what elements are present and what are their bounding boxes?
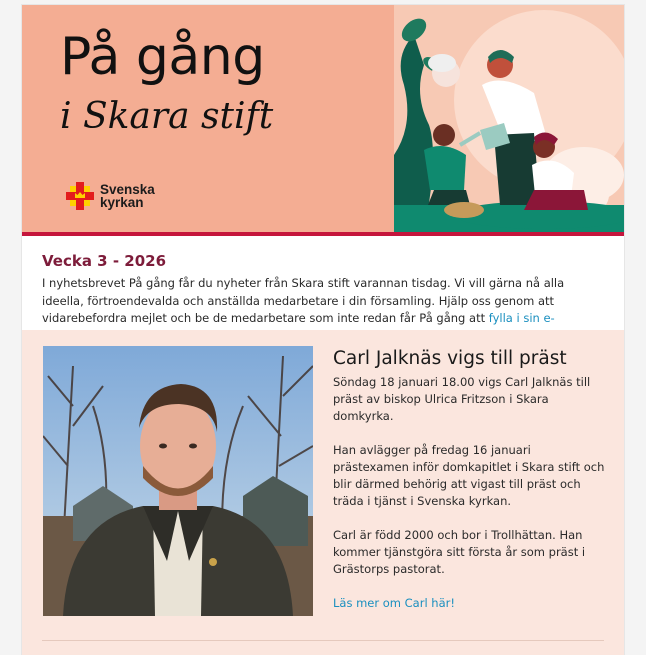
newsletter xyxy=(22,5,624,655)
logo-text-line2: kyrkan xyxy=(100,195,144,210)
section-divider xyxy=(42,640,604,641)
article-paragraph-2: Han avlägger på fredag 16 januari prästexamen inför domkapitlet i Skara stift och blir därmed behörig att vigast till präst och träda i tjänst i Svenska kyrkan. xyxy=(333,443,605,508)
hero-illustration xyxy=(394,5,624,232)
cross-crown-icon xyxy=(66,182,94,210)
logo-text xyxy=(100,183,155,209)
week-heading: Vecka 3 - 2026 xyxy=(42,252,167,270)
intro-section xyxy=(22,236,624,330)
article-card xyxy=(22,330,624,655)
signup-link[interactable]: fylla i sin e- xyxy=(488,311,555,325)
svenska-kyrkan-logo[interactable] xyxy=(66,180,155,212)
intro-text-body: I nyhetsbrevet På gång får du nyheter från Skara stift varannan tisdag. Vi vill gärna nå alla ideella, förtroendevalda och anställda medarbetare i din församling. Hjälp oss genom att vidarebefordra mejlet och be de medarbetare som inte redan får På gång att xyxy=(42,276,565,325)
newsletter-subtitle: i Skara stift xyxy=(60,96,274,137)
article-body xyxy=(333,374,605,629)
article-paragraph-1: Söndag 18 januari 18.00 vigs Carl Jalknäs till präst av biskop Ulrica Fritzson i Skara domkyrka. xyxy=(333,375,591,423)
read-more-link[interactable]: Läs mer om Carl här! xyxy=(333,596,455,610)
gardening-people-illustration xyxy=(394,5,624,232)
portrait-photo xyxy=(43,346,313,616)
newsletter-title: På gång xyxy=(60,27,265,87)
header-banner xyxy=(22,5,624,232)
logo-text-line1: Svenska xyxy=(100,182,155,197)
article-title: Carl Jalknäs vigs till präst xyxy=(333,348,567,369)
article-paragraph-3: Carl är född 2000 och bor i Trollhättan. Han kommer tjänstgöra sitt första år som präst i Grästorps pastorat. xyxy=(333,528,586,576)
